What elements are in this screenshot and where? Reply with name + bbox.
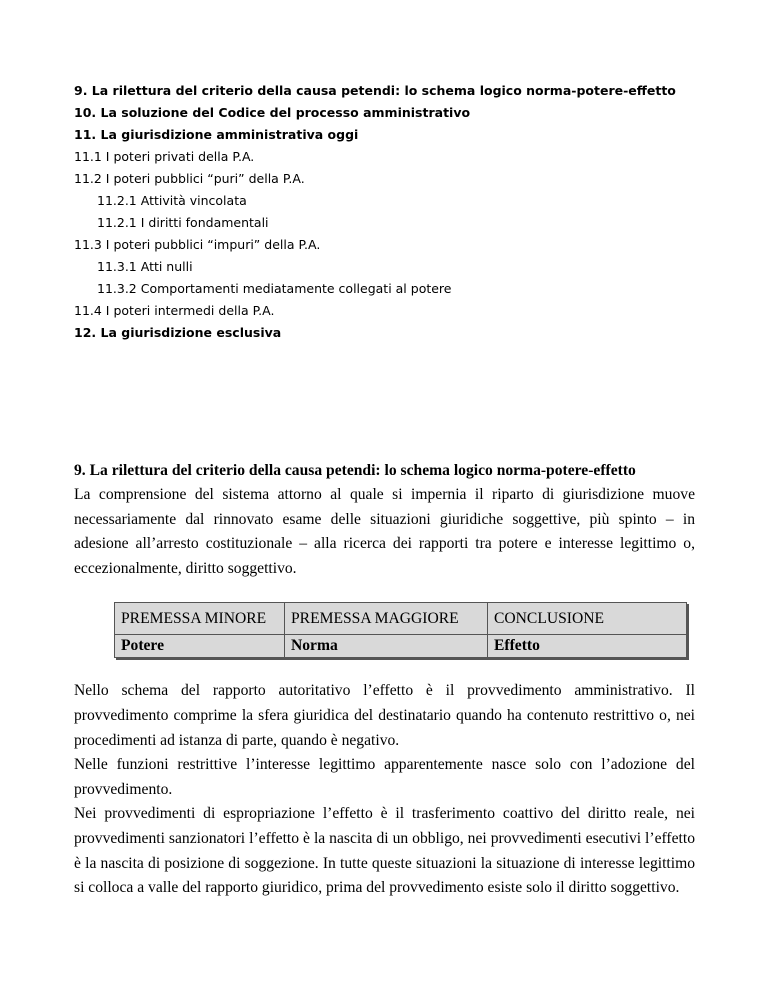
toc-entry: 9. La rilettura del criterio della causa petendi: lo schema logico norma-potere-effetto — [74, 83, 676, 98]
table-header-row — [115, 603, 687, 635]
body-paragraph: Nei provvedimenti di espropriazione l’effetto è il trasferimento coattivo del diritto reale, nei provvedimenti sanzionatori l’effetto è la nascita di un obbligo, nei provvedimenti esecutivi l’effetto è la nascita di posizione di soggezione. In tutte queste situazioni la situazione di interesse legittimo si colloca a valle del rapporto giuridico, prima del provvedimento esiste solo il diritto soggettivo. — [74, 805, 695, 897]
table-cell: Effetto — [488, 635, 687, 658]
toc-entry: 10. La soluzione del Codice del processo amministrativo — [74, 105, 471, 120]
toc-entry: 11.1 I poteri privati della P.A. — [74, 149, 255, 164]
table-header-cell: PREMESSA MAGGIORE — [285, 603, 488, 635]
body-paragraph: Nelle funzioni restrittive l’interesse legittimo apparentemente nasce solo con l’adozione del provvedimento. — [74, 756, 695, 798]
body-paragraph: Nello schema del rapporto autoritativo l’effetto è il provvedimento amministrativo. Il provvedimento comprime la sfera giuridica del destinatario quando ha contenuto restrittivo o, nei procedimenti ad istanza di parte, quando è negativo. — [74, 682, 695, 749]
schema-table — [114, 602, 687, 658]
toc-entry: 11.2.1 Attività vincolata — [97, 193, 247, 208]
table-row — [115, 635, 687, 658]
section-9 — [74, 458, 695, 901]
toc-entry: 11. La giurisdizione amministrativa oggi — [74, 127, 359, 142]
table-cell: Norma — [285, 635, 488, 658]
table-cell: Potere — [115, 635, 285, 658]
table-header-cell: CONCLUSIONE — [488, 603, 687, 635]
toc-entry: 11.4 I poteri intermedi della P.A. — [74, 303, 275, 318]
toc-entry: 12. La giurisdizione esclusiva — [74, 325, 282, 340]
intro-paragraph: La comprensione del sistema attorno al quale si impernia il riparto di giurisdizione muove necessariamente dal rinnovato esame delle situazioni giuridiche soggettive, più spinto – in adesione all’arresto costituzionale – alla ricerca dei rapporti tra potere e interesse legittimo o, eccezionalmente, diritto soggettivo. — [74, 486, 695, 577]
schema-table-wrapper — [114, 602, 695, 658]
section-heading: 9. La rilettura del criterio della causa petendi: lo schema logico norma-potere-effetto — [74, 462, 636, 479]
toc-entry: 11.2.1 I diritti fondamentali — [97, 215, 269, 230]
toc-entry: 11.3.1 Atti nulli — [97, 259, 193, 274]
toc-entry: 11.2 I poteri pubblici “puri” della P.A. — [74, 171, 305, 186]
table-header-cell: PREMESSA MINORE — [115, 603, 285, 635]
toc-entry: 11.3.2 Comportamenti mediatamente collegati al potere — [97, 281, 452, 296]
table-of-contents — [74, 80, 714, 344]
toc-entry: 11.3 I poteri pubblici “impuri” della P.A. — [74, 237, 321, 252]
